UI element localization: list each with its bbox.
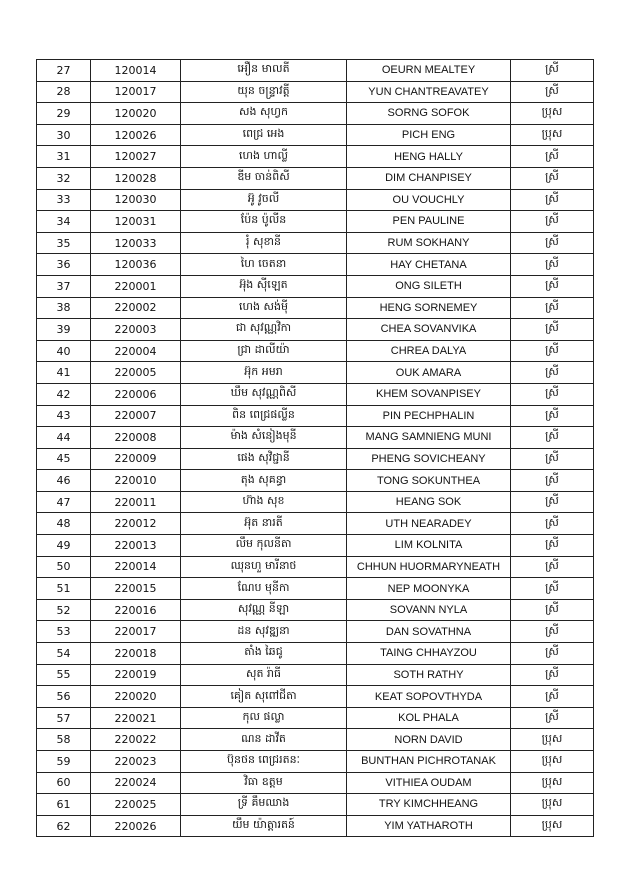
table-row — [37, 362, 594, 384]
latin-name-cell: CHEA SOVANVIKA — [347, 319, 511, 341]
row-number-cell: 48 — [37, 513, 91, 535]
khmer-name-cell: ណែប មុនីកា — [181, 578, 347, 600]
gender-cell: ប្រុស — [511, 751, 594, 773]
khmer-name-cell: តាំង ឆៃជូ — [181, 643, 347, 665]
table-row — [37, 124, 594, 146]
latin-name-cell: TAING CHHAYZOU — [347, 643, 511, 665]
khmer-name-cell: ពេជ្រ អេង — [181, 124, 347, 146]
gender-cell: ស្រី — [511, 275, 594, 297]
row-number-cell: 50 — [37, 556, 91, 578]
gender-cell: ស្រី — [511, 319, 594, 341]
student-id-cell: 120017 — [91, 81, 181, 103]
gender-cell: ស្រី — [511, 146, 594, 168]
row-number-cell: 57 — [37, 707, 91, 729]
khmer-name-cell: ប៊ុនថន ពេជ្ររតនៈ — [181, 751, 347, 773]
table-row — [37, 189, 594, 211]
latin-name-cell: KOL PHALA — [347, 707, 511, 729]
table-row — [37, 729, 594, 751]
gender-cell: ស្រី — [511, 448, 594, 470]
gender-cell: ស្រី — [511, 340, 594, 362]
khmer-name-cell: តុង សុគន្ធា — [181, 470, 347, 492]
gender-cell: ប្រុស — [511, 815, 594, 837]
student-id-cell: 220026 — [91, 815, 181, 837]
latin-name-cell: PEN PAULINE — [347, 211, 511, 233]
latin-name-cell: HAY CHETANA — [347, 254, 511, 276]
latin-name-cell: KHEM SOVANPISEY — [347, 383, 511, 405]
gender-cell: ស្រី — [511, 297, 594, 319]
khmer-name-cell: យឹម យ៉ាត្តារតន៍ — [181, 815, 347, 837]
khmer-name-cell: លឹម កុលនីតា — [181, 535, 347, 557]
row-number-cell: 34 — [37, 211, 91, 233]
latin-name-cell: TRY KIMCHHEANG — [347, 794, 511, 816]
khmer-name-cell: អ៊ុត នារតី — [181, 513, 347, 535]
student-id-cell: 220009 — [91, 448, 181, 470]
student-id-cell: 220003 — [91, 319, 181, 341]
student-id-cell: 220021 — [91, 707, 181, 729]
latin-name-cell: KEAT SOPOVTHYDA — [347, 686, 511, 708]
latin-name-cell: YIM YATHAROTH — [347, 815, 511, 837]
row-number-cell: 44 — [37, 427, 91, 449]
gender-cell: ស្រី — [511, 60, 594, 82]
table-row — [37, 383, 594, 405]
gender-cell: ស្រី — [511, 686, 594, 708]
khmer-name-cell: ឃឹម សុវណ្ណពិសី — [181, 383, 347, 405]
row-number-cell: 55 — [37, 664, 91, 686]
student-id-cell: 220008 — [91, 427, 181, 449]
latin-name-cell: UTH NEARADEY — [347, 513, 511, 535]
table-row — [37, 751, 594, 773]
row-number-cell: 62 — [37, 815, 91, 837]
row-number-cell: 54 — [37, 643, 91, 665]
row-number-cell: 47 — [37, 491, 91, 513]
student-id-cell: 120026 — [91, 124, 181, 146]
row-number-cell: 28 — [37, 81, 91, 103]
student-id-cell: 220017 — [91, 621, 181, 643]
khmer-name-cell: អ៊ូ វូចលី — [181, 189, 347, 211]
table-row — [37, 513, 594, 535]
row-number-cell: 37 — [37, 275, 91, 297]
gender-cell: ស្រី — [511, 664, 594, 686]
latin-name-cell: PIN PECHPHALIN — [347, 405, 511, 427]
table-row — [37, 81, 594, 103]
latin-name-cell: NORN DAVID — [347, 729, 511, 751]
row-number-cell: 59 — [37, 751, 91, 773]
row-number-cell: 40 — [37, 340, 91, 362]
gender-cell: ស្រី — [511, 405, 594, 427]
row-number-cell: 53 — [37, 621, 91, 643]
khmer-name-cell: អ៊ុក អមរា — [181, 362, 347, 384]
table-row — [37, 772, 594, 794]
latin-name-cell: ONG SILETH — [347, 275, 511, 297]
table-row — [37, 643, 594, 665]
gender-cell: ស្រី — [511, 513, 594, 535]
table-row — [37, 60, 594, 82]
gender-cell: ស្រី — [511, 535, 594, 557]
row-number-cell: 43 — [37, 405, 91, 427]
student-id-cell: 220016 — [91, 599, 181, 621]
gender-cell: ស្រី — [511, 383, 594, 405]
gender-cell: ស្រី — [511, 254, 594, 276]
latin-name-cell: BUNTHAN PICHROTANAK — [347, 751, 511, 773]
table-row — [37, 211, 594, 233]
khmer-name-cell: ពិន ពេជ្រផល្លីន — [181, 405, 347, 427]
khmer-name-cell: ឈុនហួ មារីនាថ — [181, 556, 347, 578]
gender-cell: ស្រី — [511, 470, 594, 492]
gender-cell: ស្រី — [511, 556, 594, 578]
table-row — [37, 535, 594, 557]
khmer-name-cell: ឌីម ចាន់ពិសី — [181, 167, 347, 189]
student-id-cell: 220018 — [91, 643, 181, 665]
gender-cell: ស្រី — [511, 211, 594, 233]
gender-cell: ស្រី — [511, 232, 594, 254]
table-row — [37, 319, 594, 341]
latin-name-cell: CHHUN HUORMARYNEATH — [347, 556, 511, 578]
row-number-cell: 36 — [37, 254, 91, 276]
row-number-cell: 51 — [37, 578, 91, 600]
khmer-name-cell: អ៊ុង ស៊ីឡេត — [181, 275, 347, 297]
khmer-name-cell: គៀត សុពៅជីតា — [181, 686, 347, 708]
row-number-cell: 56 — [37, 686, 91, 708]
student-id-cell: 220025 — [91, 794, 181, 816]
student-id-cell: 220014 — [91, 556, 181, 578]
latin-name-cell: HENG SORNEMEY — [347, 297, 511, 319]
khmer-name-cell: សង សុហ្វក — [181, 103, 347, 125]
latin-name-cell: VITHIEA OUDAM — [347, 772, 511, 794]
gender-cell: ស្រី — [511, 167, 594, 189]
row-number-cell: 52 — [37, 599, 91, 621]
table-row — [37, 146, 594, 168]
khmer-name-cell: ជា សុវណ្ណវិកា — [181, 319, 347, 341]
latin-name-cell: YUN CHANTREAVATEY — [347, 81, 511, 103]
row-number-cell: 30 — [37, 124, 91, 146]
khmer-name-cell: យុន ចន្ទ្រាវត្តី — [181, 81, 347, 103]
latin-name-cell: OEURN MEALTEY — [347, 60, 511, 82]
roster-body — [37, 60, 594, 837]
gender-cell: ស្រី — [511, 491, 594, 513]
khmer-name-cell: ហ៊ាង សុខ — [181, 491, 347, 513]
gender-cell: ស្រី — [511, 621, 594, 643]
gender-cell: ស្រី — [511, 81, 594, 103]
student-id-cell: 220013 — [91, 535, 181, 557]
table-row — [37, 556, 594, 578]
khmer-name-cell: វិធា ឧត្តម — [181, 772, 347, 794]
row-number-cell: 58 — [37, 729, 91, 751]
gender-cell: ស្រី — [511, 189, 594, 211]
student-id-cell: 220011 — [91, 491, 181, 513]
row-number-cell: 42 — [37, 383, 91, 405]
student-id-cell: 120014 — [91, 60, 181, 82]
gender-cell: ស្រី — [511, 707, 594, 729]
student-id-cell: 220006 — [91, 383, 181, 405]
gender-cell: ស្រី — [511, 599, 594, 621]
table-row — [37, 254, 594, 276]
latin-name-cell: OUK AMARA — [347, 362, 511, 384]
gender-cell: ស្រី — [511, 362, 594, 384]
row-number-cell: 41 — [37, 362, 91, 384]
khmer-name-cell: រុំ សុខានី — [181, 232, 347, 254]
student-id-cell: 120020 — [91, 103, 181, 125]
student-id-cell: 120028 — [91, 167, 181, 189]
latin-name-cell: SOVANN NYLA — [347, 599, 511, 621]
student-id-cell: 120027 — [91, 146, 181, 168]
gender-cell: ស្រី — [511, 578, 594, 600]
table-row — [37, 275, 594, 297]
latin-name-cell: RUM SOKHANY — [347, 232, 511, 254]
student-id-cell: 220019 — [91, 664, 181, 686]
latin-name-cell: PICH ENG — [347, 124, 511, 146]
student-id-cell: 120033 — [91, 232, 181, 254]
student-id-cell: 220007 — [91, 405, 181, 427]
student-id-cell: 220023 — [91, 751, 181, 773]
row-number-cell: 39 — [37, 319, 91, 341]
table-row — [37, 167, 594, 189]
latin-name-cell: TONG SOKUNTHEA — [347, 470, 511, 492]
khmer-name-cell: ផេង សុវិជ្ជានី — [181, 448, 347, 470]
gender-cell: ប្រុស — [511, 103, 594, 125]
row-number-cell: 29 — [37, 103, 91, 125]
student-id-cell: 220005 — [91, 362, 181, 384]
table-row — [37, 427, 594, 449]
latin-name-cell: NEP MOONYKA — [347, 578, 511, 600]
student-id-cell: 120031 — [91, 211, 181, 233]
table-row — [37, 340, 594, 362]
table-row — [37, 297, 594, 319]
row-number-cell: 38 — [37, 297, 91, 319]
student-roster-table — [36, 59, 594, 837]
khmer-name-cell: សុត រ៉ាធី — [181, 664, 347, 686]
gender-cell: ស្រី — [511, 427, 594, 449]
table-row — [37, 405, 594, 427]
student-id-cell: 220002 — [91, 297, 181, 319]
khmer-name-cell: ហេង ហាល្លី — [181, 146, 347, 168]
latin-name-cell: HENG HALLY — [347, 146, 511, 168]
latin-name-cell: SOTH RATHY — [347, 664, 511, 686]
gender-cell: ប្រុស — [511, 794, 594, 816]
table-row — [37, 621, 594, 643]
latin-name-cell: DIM CHANPISEY — [347, 167, 511, 189]
khmer-name-cell: ហៃ ចេតនា — [181, 254, 347, 276]
latin-name-cell: SORNG SOFOK — [347, 103, 511, 125]
table-row — [37, 664, 594, 686]
table-row — [37, 599, 594, 621]
table-row — [37, 470, 594, 492]
khmer-name-cell: ហេង សង់មុី — [181, 297, 347, 319]
gender-cell: ស្រី — [511, 643, 594, 665]
gender-cell: ប្រុស — [511, 729, 594, 751]
student-id-cell: 220024 — [91, 772, 181, 794]
student-id-cell: 220012 — [91, 513, 181, 535]
row-number-cell: 45 — [37, 448, 91, 470]
table-row — [37, 815, 594, 837]
khmer-name-cell: ទ្រី គឹមឈាង — [181, 794, 347, 816]
table-row — [37, 491, 594, 513]
student-id-cell: 220015 — [91, 578, 181, 600]
khmer-name-cell: កុល ផល្លា — [181, 707, 347, 729]
table-row — [37, 794, 594, 816]
table-row — [37, 448, 594, 470]
gender-cell: ប្រុស — [511, 124, 594, 146]
row-number-cell: 60 — [37, 772, 91, 794]
student-id-cell: 220001 — [91, 275, 181, 297]
latin-name-cell: CHREA DALYA — [347, 340, 511, 362]
gender-cell: ប្រុស — [511, 772, 594, 794]
khmer-name-cell: ប៉ែន ប៉ូលីន — [181, 211, 347, 233]
khmer-name-cell: ណន ដាវីត — [181, 729, 347, 751]
table-row — [37, 232, 594, 254]
row-number-cell: 33 — [37, 189, 91, 211]
row-number-cell: 27 — [37, 60, 91, 82]
latin-name-cell: DAN SOVATHNA — [347, 621, 511, 643]
table-row — [37, 686, 594, 708]
khmer-name-cell: ដន សុវឌ្ឍនា — [181, 621, 347, 643]
student-id-cell: 220020 — [91, 686, 181, 708]
student-id-cell: 220022 — [91, 729, 181, 751]
khmer-name-cell: សុវណ្ណ នីឡា — [181, 599, 347, 621]
row-number-cell: 49 — [37, 535, 91, 557]
student-id-cell: 220010 — [91, 470, 181, 492]
row-number-cell: 32 — [37, 167, 91, 189]
latin-name-cell: HEANG SOK — [347, 491, 511, 513]
latin-name-cell: OU VOUCHLY — [347, 189, 511, 211]
row-number-cell: 31 — [37, 146, 91, 168]
row-number-cell: 35 — [37, 232, 91, 254]
khmer-name-cell: ម៉ាង សំនៀងមុនី — [181, 427, 347, 449]
row-number-cell: 61 — [37, 794, 91, 816]
table-row — [37, 578, 594, 600]
table-row — [37, 103, 594, 125]
latin-name-cell: PHENG SOVICHEANY — [347, 448, 511, 470]
latin-name-cell: MANG SAMNIENG MUNI — [347, 427, 511, 449]
latin-name-cell: LIM KOLNITA — [347, 535, 511, 557]
khmer-name-cell: ជ្រា ដាលីយ៉ា — [181, 340, 347, 362]
student-id-cell: 220004 — [91, 340, 181, 362]
student-id-cell: 120036 — [91, 254, 181, 276]
row-number-cell: 46 — [37, 470, 91, 492]
khmer-name-cell: អឿន មាលតី — [181, 60, 347, 82]
student-id-cell: 120030 — [91, 189, 181, 211]
table-row — [37, 707, 594, 729]
